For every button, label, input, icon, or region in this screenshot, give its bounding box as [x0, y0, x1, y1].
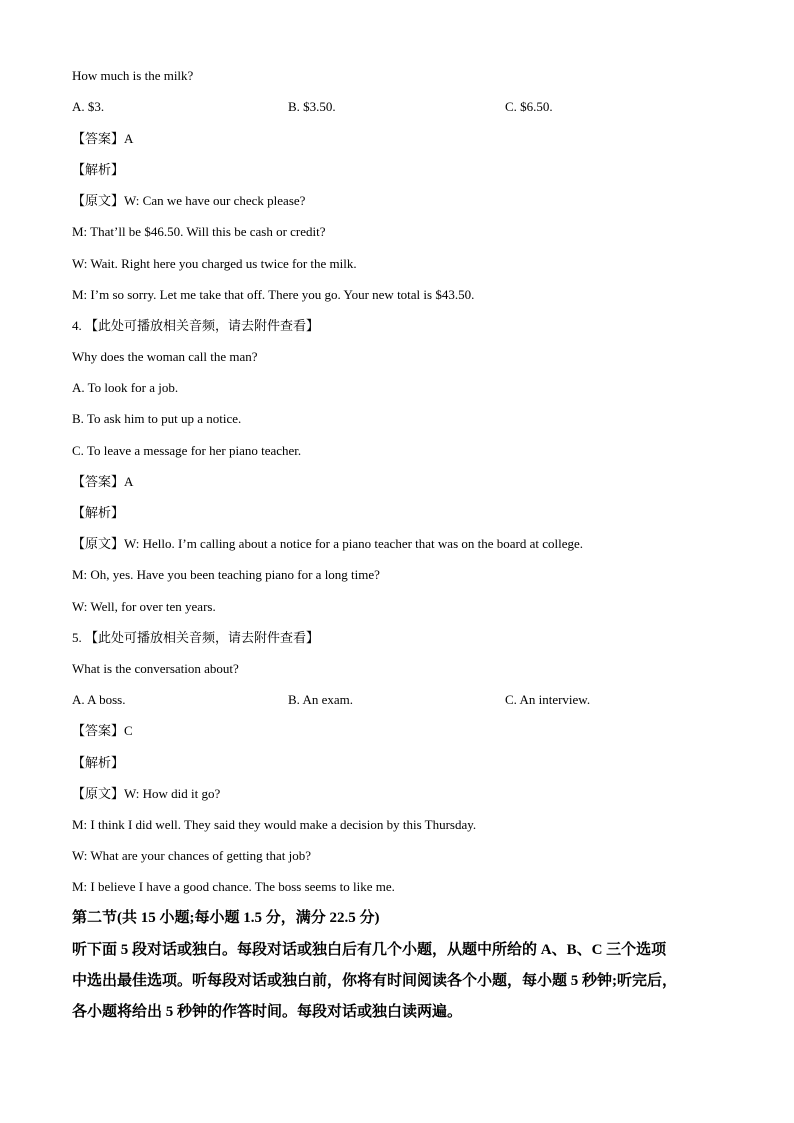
- section-heading: 第二节(共 15 小题;每小题 1.5 分，满分 22.5 分): [72, 910, 380, 926]
- q5-option-b: B. An exam.: [288, 692, 353, 707]
- q3-transcript-line: W: Wait. Right here you charged us twice for the milk.: [72, 256, 357, 271]
- q4-option-b: B. To ask him to put up a notice.: [72, 411, 242, 426]
- section-instructions-line: 听下面 5 段对话或独白。每段对话或独白后有几个小题，从题中所给的 A、B、C 三个选项: [72, 942, 667, 958]
- q5-answer: 【答案】C: [72, 723, 133, 738]
- q3-option-b: B. $3.50.: [288, 99, 336, 114]
- q4-transcript-line: W: Well, for over ten years.: [72, 599, 216, 614]
- q3-transcript-line: M: I’m so sorry. Let me take that off. There you go. Your new total is $43.50.: [72, 287, 475, 302]
- q4-answer: 【答案】A: [72, 474, 134, 489]
- q4-option-a: A. To look for a job.: [72, 380, 179, 395]
- section-instructions-line: 中选出最佳选项。听每段对话或独白前，你将有时间阅读各个小题，每小题 5 秒钟;听完后，: [72, 973, 677, 989]
- q5-number-line: 5. 【此处可播放相关音频，请去附件查看】: [72, 630, 320, 645]
- q3-option-c: C. $6.50.: [505, 99, 553, 114]
- q5-transcript-line: 【原文】W: How did it go?: [72, 786, 221, 801]
- q3-question: How much is the milk?: [72, 68, 194, 83]
- q4-option-c: C. To leave a message for her piano teacher.: [72, 443, 302, 458]
- q5-question: What is the conversation about?: [72, 661, 239, 676]
- q5-option-c: C. An interview.: [505, 692, 591, 707]
- q5-transcript-line: M: I think I did well. They said they would make a decision by this Thursday.: [72, 817, 477, 832]
- q5-transcript-line: M: I believe I have a good chance. The boss seems to like me.: [72, 879, 395, 894]
- section-instructions-line: 各小题将给出 5 秒钟的作答时间。每段对话或独白读两遍。: [72, 1004, 463, 1020]
- q4-analysis: 【解析】: [72, 505, 125, 520]
- q4-number-line: 4. 【此处可播放相关音频，请去附件查看】: [72, 318, 320, 333]
- q4-question: Why does the woman call the man?: [72, 349, 258, 364]
- q3-transcript-line: 【原文】W: Can we have our check please?: [72, 193, 306, 208]
- q5-transcript-line: W: What are your chances of getting that job?: [72, 848, 311, 863]
- q3-analysis: 【解析】: [72, 162, 125, 177]
- q5-option-a: A. A boss.: [72, 692, 126, 707]
- q5-analysis: 【解析】: [72, 755, 125, 770]
- q4-transcript-line: M: Oh, yes. Have you been teaching piano for a long time?: [72, 567, 380, 582]
- q3-transcript-line: M: That’ll be $46.50. Will this be cash or credit?: [72, 224, 326, 239]
- q3-answer: 【答案】A: [72, 131, 134, 146]
- q3-option-a: A. $3.: [72, 99, 105, 114]
- q4-transcript-line: 【原文】W: Hello. I’m calling about a notice for a piano teacher that was on the board at college.: [72, 536, 584, 551]
